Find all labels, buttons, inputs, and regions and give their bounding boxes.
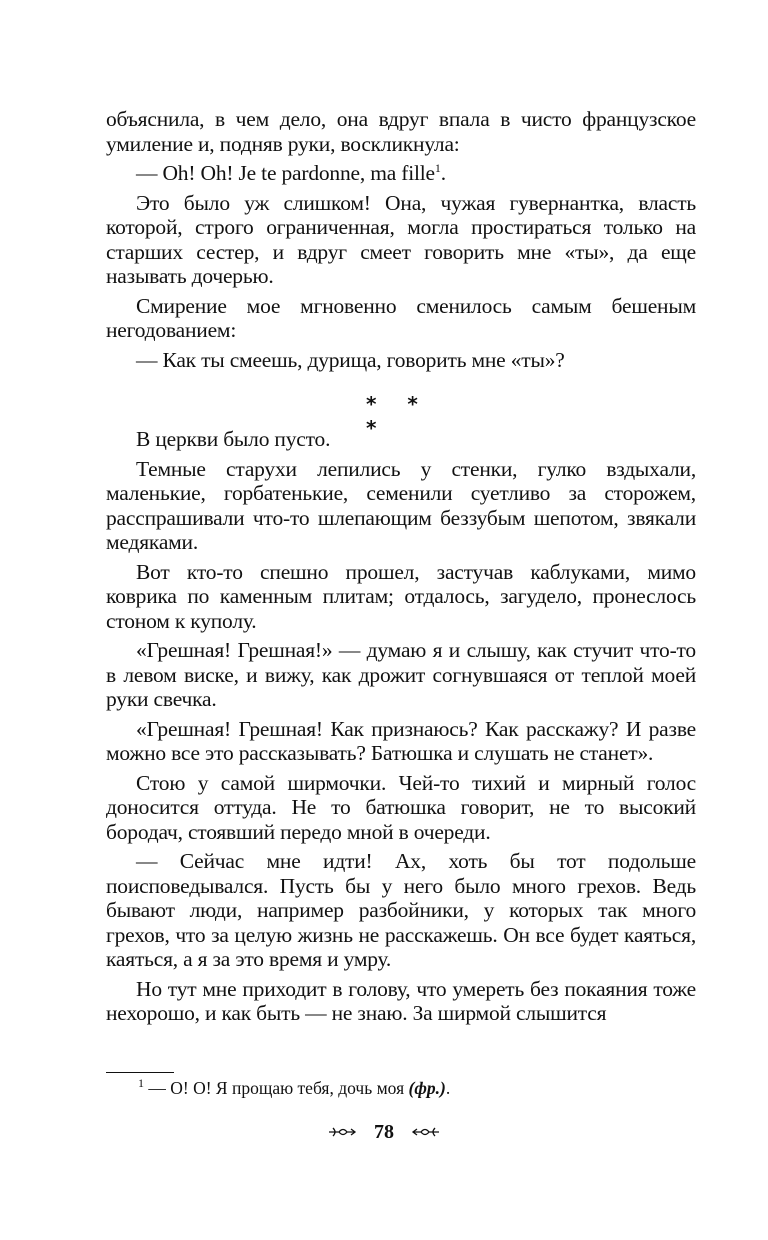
paragraph: — Сейчас мне идти! Ах, хоть бы тот подольше поисповедывался. Пусть бы у него было много грехов. Ведь бывают люди, например разбойники, у которых так много грехов, что за целую жизнь не расскажешь. Он все будет каяться, каяться, а я за это время и умру. — [106, 849, 696, 971]
paragraph: Но тут мне приходит в голову, что умереть без покаяния тоже нехорошо, и как быть — не знаю. За ширмой слышится — [106, 976, 696, 1025]
footnote-text: — О! О! Я прощаю тебя, дочь моя — [144, 1078, 409, 1098]
footnote-language: (фр.) — [408, 1078, 446, 1098]
section-separator: * * * — [366, 392, 430, 440]
paragraph: Это было уж слишком! Она, чужая гувернантка, власть которой, строго ограниченная, могла простираться только на старших сестер, и вдруг смеет говорить мне «ты», да еще называть дочерью. — [106, 190, 696, 288]
paragraph: Смирение мое мгновенно сменилось самым бешеным негодованием: — [106, 293, 696, 342]
quote-text: — Oh! Oh! Je te pardonne, ma fille — [136, 161, 435, 185]
footnote-end: . — [445, 1078, 451, 1098]
paragraph: — Как ты смеешь, дурища, говорить мне «ты»? — [136, 347, 565, 372]
page-folio — [0, 1120, 768, 1144]
quote-end: . — [440, 161, 446, 185]
paragraph-quote — [106, 161, 696, 186]
footnote-reference: 1 — [434, 160, 441, 175]
text-block-top — [106, 107, 696, 377]
paragraph: Вот кто-то спешно прошел, застучав каблуками, мимо коврика по каменным плитам; отдалось, загудело, пронеслось стоном к куполу. — [106, 559, 696, 633]
page-number: 78 — [374, 1120, 394, 1143]
paragraph: Темные старухи лепились у стенки, гулко вздыхали, маленькие, горбатенькие, семенили суетливо за сторожем, расспрашивали что-то шлепающим беззубым шепотом, звякали медяками. — [106, 456, 696, 554]
paragraph: «Грешная! Грешная!» — думаю я и слышу, как стучит что-то в левом виске, и вижу, как дрожит согнувшаяся от теплой моей руки свечка. — [106, 638, 696, 711]
right-ornament-icon — [411, 1125, 441, 1139]
footnote-number: 1 — [138, 1076, 144, 1091]
paragraph: Стою у самой ширмочки. Чей-то тихий и мирный голос доносится оттуда. Не то батюшка говорит, не то высокий бородач, стоявший передо мной в очереди. — [106, 770, 696, 844]
paragraph: «Грешная! Грешная! Как признаюсь? Как расскажу? И разве можно все это рассказывать? Батюшка и слушать не станет». — [106, 716, 696, 765]
text-block-bottom — [106, 427, 696, 1031]
footnote — [138, 1078, 450, 1098]
footnote-rule — [106, 1072, 174, 1073]
paragraph: В церкви было пусто. — [136, 427, 331, 451]
paragraph: объяснила, в чем дело, она вдруг впала в чисто французское умиление и, подняв руки, воскликнула: — [106, 107, 696, 156]
left-ornament-icon — [327, 1125, 357, 1139]
